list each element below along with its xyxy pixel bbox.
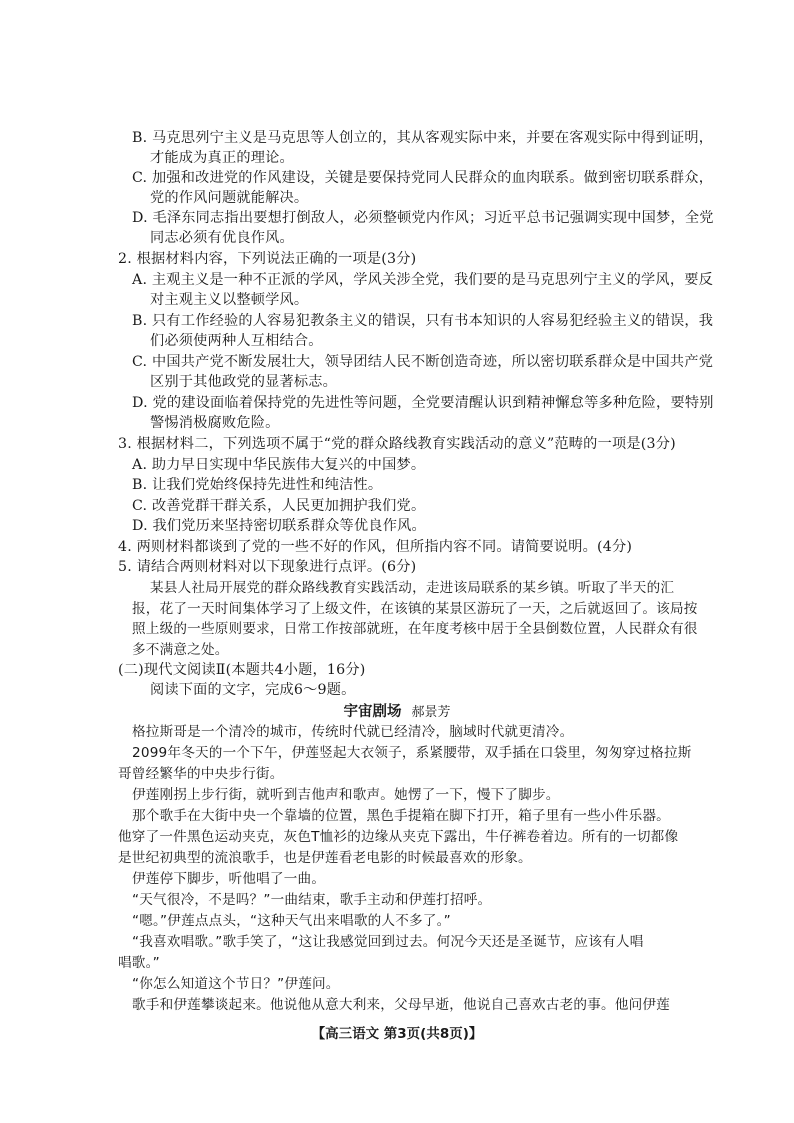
text-line: B. 马克思列宁主义是马克思等人创立的，其从客观实际中来，并要在客观实际中得到证明，	[132, 130, 714, 146]
text-line: “天气很冷，不是吗？”一曲结束，歌手主动和伊莲打招呼。	[132, 892, 492, 908]
text-line: “嗯。”伊莲点点头，“这种天气出来唱歌的人不多了。”	[132, 913, 451, 929]
text-line: B. 只有工作经验的人容易犯教条主义的错误，只有书本知识的人容易犯经验主义的错误，我	[132, 313, 714, 329]
story-title: 宇宙剧场	[343, 703, 402, 720]
text-line: 2099年冬天的一个下午，伊莲竖起大衣领子，系紧腰带，双手插在口袋里，匆匆穿过格拉斯	[132, 745, 692, 761]
text-line: 是世纪初典型的流浪歌手，也是伊莲看老电影的时候最喜欢的形象。	[118, 850, 532, 866]
text-line: 5. 请结合两则材料对以下现象进行点评。(6分)	[118, 559, 417, 575]
text-line: D. 我们党历来坚持密切联系群众等优良作风。	[132, 518, 426, 534]
text-line: 报，花了一天时间集体学习了上级文件，在该镇的某景区游玩了一天，之后就返回了。该局按	[132, 601, 698, 617]
text-line: 3. 根据材料二，下列选项不属于“党的群众路线教育实践活动的意义”范畴的一项是(3分)	[118, 436, 676, 452]
text-line: 4. 两则材料都谈到了党的一些不好的作风，但所指内容不同。请简要说明。(4分)	[118, 539, 633, 555]
text-line: 党的作风问题就能解决。	[150, 190, 309, 206]
text-line: 照上级的一些原则要求，日常工作按部就班，在年度考核中居于全县倒数位置，人民群众有很	[132, 621, 698, 637]
text-line: 伊莲停下脚步，听他唱了一曲。	[132, 871, 326, 887]
text-line: C. 中国共产党不断发展壮大，领导团结人民不断创造奇迹，所以密切联系群众是中国共产党	[132, 354, 714, 370]
text-line: 哥曾经繁华的中央步行街。	[118, 766, 284, 782]
story-author: 郝景芳	[411, 705, 451, 720]
text-line: D. 毛泽东同志指出要想打倒敌人，必须整顿党内作风；习近平总书记强调实现中国梦，全党	[132, 210, 714, 226]
text-line: 警惕消极腐败危险。	[150, 415, 280, 431]
text-line: 2. 根据材料内容，下列说法正确的一项是(3分)	[118, 251, 417, 267]
text-line: 区别于其他政党的显著标志。	[150, 374, 338, 390]
text-line: 才能成为真正的理论。	[150, 150, 294, 166]
text-line: 那个歌手在大街中央一个靠墙的位置，黑色手提箱在脚下打开，箱子里有一些小件乐器。	[132, 808, 670, 824]
text-line: C. 改善党群干群关系，人民更加拥护我们党。	[132, 498, 426, 514]
text-line: 唱歌。”	[118, 955, 160, 971]
text-line: A. 主观主义是一种不正派的学风，学风关涉全党，我们要的是马克思列宁主义的学风，要反	[132, 272, 713, 288]
text-line: D. 党的建设面临着保持党的先进性等问题，全党要清醒认识到精神懈怠等多种危险，要特别	[132, 395, 714, 411]
text-line: 歌手和伊莲攀谈起来。他说他从意大利来，父母早逝，他说自己喜欢古老的事。他问伊莲	[132, 997, 670, 1013]
text-line: 多不满意之处。	[132, 642, 229, 658]
text-line: C. 加强和改进党的作风建设，关键是要保持党同人民群众的血肉联系。做到密切联系群众，	[132, 170, 714, 186]
text-line: “我喜欢唱歌。”歌手笑了，“这让我感觉回到过去。何况今天还是圣诞节，应该有人唱	[132, 934, 644, 950]
text-line: 阅读下面的文字，完成6～9题。	[150, 682, 356, 698]
text-line: 他穿了一件黑色运动夹克，灰色T恤衫的边缘从夹克下露出，牛仔裤卷着边。所有的一切都像	[118, 829, 679, 845]
text-line: 同志必须有优良作风。	[150, 230, 294, 246]
text-line: 伊莲刚拐上步行街，就听到吉他声和歌声。她愣了一下，慢下了脚步。	[132, 787, 560, 803]
page-footer: 【高三语文 第3页(共8页)】	[311, 1026, 483, 1042]
text-line: B. 让我们党始终保持先进性和纯洁性。	[132, 477, 383, 493]
text-line: “你怎么知道这个节日？”伊莲问。	[132, 976, 340, 992]
text-line: 格拉斯哥是一个清冷的城市，传统时代就已经清冷，脑域时代就更清冷。	[132, 724, 574, 740]
text-line: 对主观主义以整顿学风。	[150, 292, 309, 308]
text-line: 们必须使两种人互相结合。	[150, 333, 323, 349]
text-line: (二)现代文阅读Ⅱ(本题共4小题，16分)	[118, 662, 366, 678]
story-title-line	[0, 700, 794, 721]
text-line: A. 助力早日实现中华民族伟大复兴的中国梦。	[132, 457, 426, 473]
text-line: 某县人社局开展党的群众路线教育实践活动，走进该局联系的某乡镇。听取了半天的汇	[150, 580, 675, 596]
